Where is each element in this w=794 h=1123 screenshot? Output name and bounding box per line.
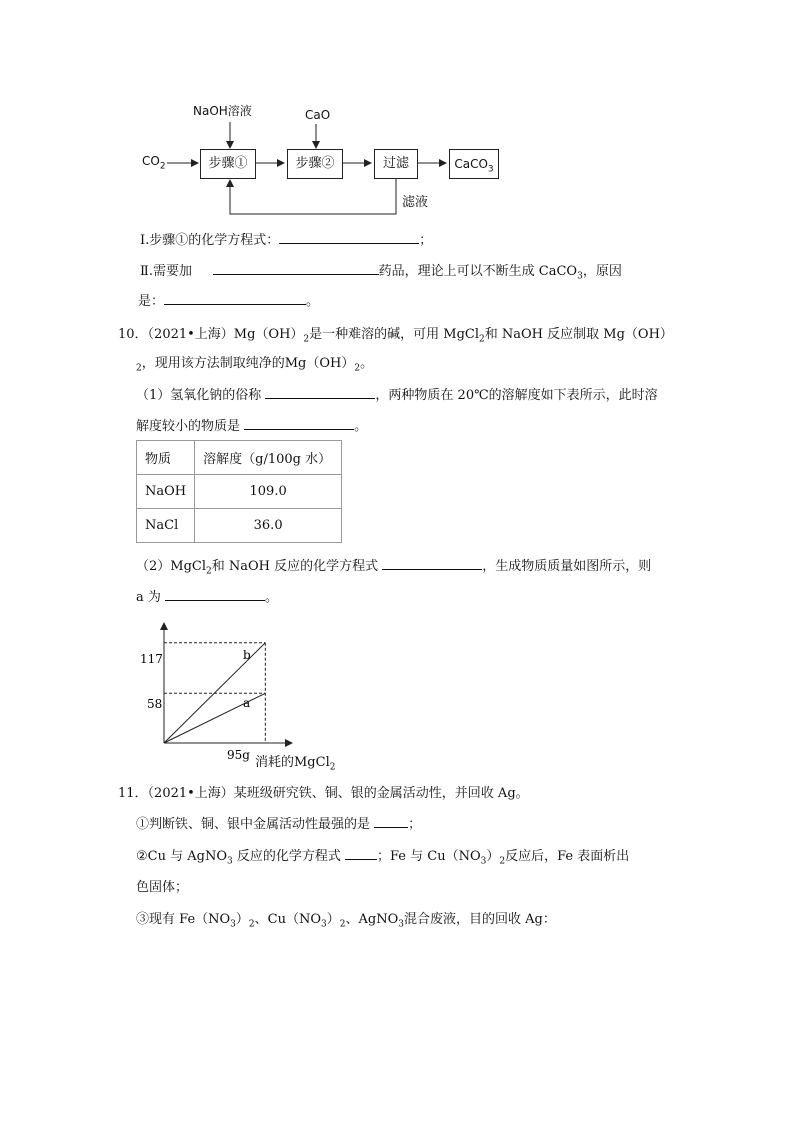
q10-p2: （2）MgCl$_2$和 NaOH 反应的化学方程式 ，生成物质质量如图所示，则: [136, 559, 652, 577]
naoh-label: NaOH溶液: [193, 104, 252, 118]
answer-blank[interactable]: [382, 557, 482, 570]
x-tick-label: 95g: [227, 748, 250, 762]
answer-blank[interactable]: [164, 292, 306, 305]
table-cell: NaOH: [137, 475, 195, 509]
q9-line3: 是： 。: [138, 294, 320, 309]
q11-s1: ①判断铁、铜、银中金属活动性最强的是 ；: [136, 817, 422, 832]
answer-blank[interactable]: [213, 262, 379, 275]
filtrate-label: 滤液: [402, 195, 429, 210]
filter-box: 过滤: [374, 149, 418, 179]
table-header: 物质: [137, 441, 195, 475]
q10-p2-cont: a 为 。: [136, 590, 279, 605]
table-cell: 36.0: [195, 509, 342, 543]
answer-blank[interactable]: [345, 847, 377, 860]
answer-blank[interactable]: [244, 417, 354, 430]
table-cell: NaCl: [137, 509, 195, 543]
table-header-row: [137, 441, 342, 475]
q10-p1: （1）氢氧化钠的俗称 ，两种物质在 20℃的溶解度如下表所示，此时溶: [136, 388, 658, 403]
table-cell: 109.0: [195, 475, 342, 509]
flow-arrows: [0, 0, 794, 230]
answer-blank[interactable]: [279, 231, 419, 244]
q10-p1-cont: 解度较小的物质是 。: [136, 419, 368, 434]
y-tick-label: 117: [140, 652, 163, 666]
q9-line1: Ⅰ.步骤①的化学方程式： ；: [140, 233, 433, 248]
step1-box: 步骤①: [200, 149, 256, 179]
table-row: [137, 475, 342, 509]
step2-box: 步骤②: [287, 149, 343, 179]
table-row: [137, 509, 342, 543]
q9-line2: Ⅱ.需要加 药品，理论上可以不断生成 CaCO$_3$，原因: [140, 264, 622, 282]
q11-header: 11．（2021•上海）某班级研究铁、铜、银的金属活动性，并回收 Ag。: [118, 786, 529, 801]
table-header: 溶解度（g/100g 水）: [195, 441, 342, 475]
answer-blank[interactable]: [374, 815, 408, 828]
solubility-table: [136, 440, 342, 543]
q10-line2: $_2$，现用该方法制取纯净的$Mg(OH)_2$。: [136, 356, 374, 374]
cao-label: CaO: [305, 108, 331, 122]
q11-s2: ②Cu 与 AgNO$_3$ 反应的化学方程式 ；Fe 与 $Cu(NO_3)_2$反应后，Fe 表面析出: [136, 849, 630, 867]
q11-s2-cont: 色固体；: [136, 880, 189, 895]
y-tick-label: 58: [147, 697, 163, 711]
q11-s3: ③现有 $Fe(NO_3)_2$、$Cu(NO_3)_2$、AgNO$_3$混合废液，目的回收 Ag：: [136, 912, 556, 930]
series-label-a: a: [243, 696, 251, 710]
answer-blank[interactable]: [265, 386, 375, 399]
co2-label: $CO_2$: [142, 154, 166, 172]
answer-blank[interactable]: [165, 588, 265, 601]
x-axis-label: 消耗的MgCl$_2$: [255, 755, 336, 773]
caco3-box: CaCO$_3$: [449, 149, 499, 179]
series-label-b: b: [243, 648, 251, 662]
q10-header: 10．（2021•上海）$Mg(OH)_2$是一种难溶的碱，可用 MgCl$_2$和 NaOH 反应制取 Mg（OH）: [118, 327, 673, 345]
